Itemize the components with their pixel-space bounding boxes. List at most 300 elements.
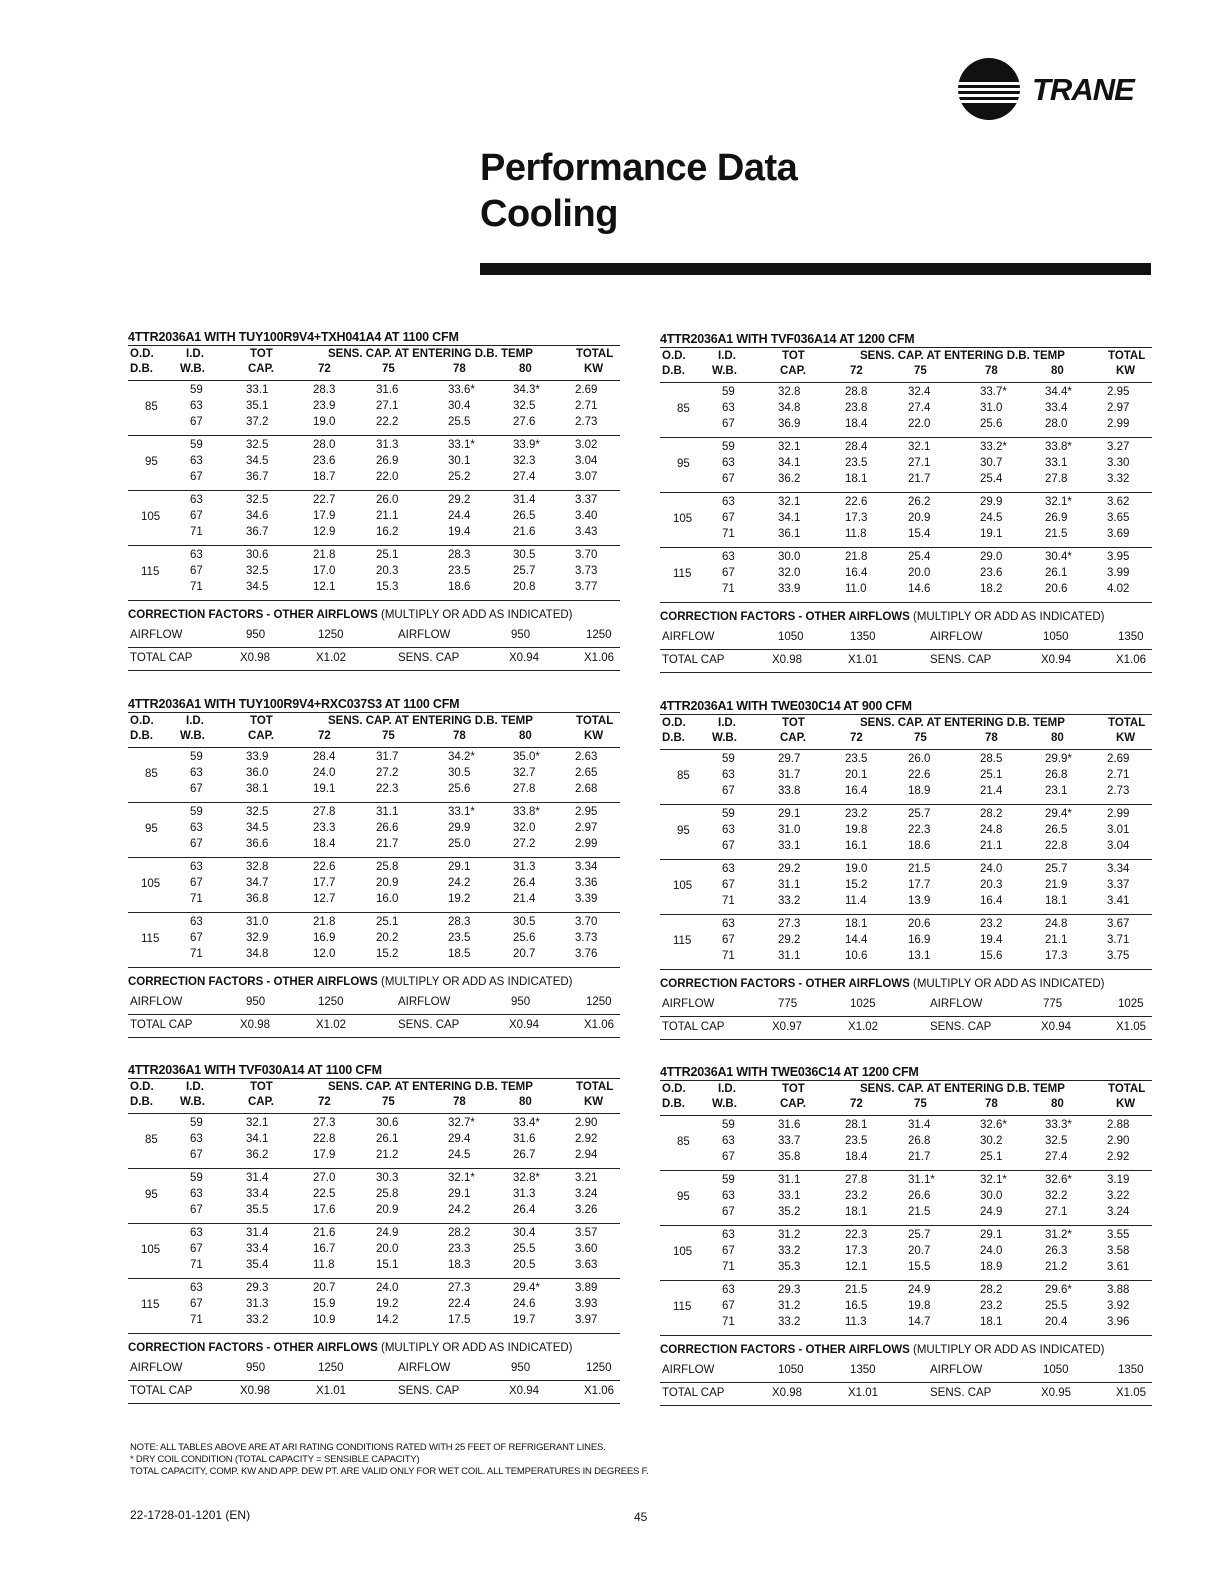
header-temp-80: 80 <box>1051 1098 1064 1110</box>
correction-title <box>128 972 620 992</box>
table-cell: 32.0 <box>778 567 801 579</box>
table-cell: 22.3 <box>845 1229 868 1241</box>
correction-title <box>128 605 620 625</box>
table-cell: 25.5 <box>1045 1300 1068 1312</box>
table-cell: 18.1 <box>845 1206 868 1218</box>
table-cell: 33.7 <box>778 1135 801 1147</box>
table-cell: 22.4 <box>448 1298 471 1310</box>
table-cell: 21.2 <box>376 1149 399 1161</box>
table-cell: 2.69 <box>575 384 598 396</box>
table-header <box>128 346 620 381</box>
table-cell: 3.97 <box>575 1314 598 1326</box>
table-cell: 28.2 <box>980 1284 1003 1296</box>
od-temp-group <box>128 491 620 546</box>
table-cell: 18.2 <box>980 583 1003 595</box>
table-cell: 27.2 <box>376 767 399 779</box>
airflow-row <box>128 992 620 1015</box>
table-cell: 33.4 <box>246 1243 269 1255</box>
table-cell: 32.3 <box>513 455 536 467</box>
table-cell: 3.30 <box>1107 457 1130 469</box>
table-cell: 33.4 <box>1045 402 1068 414</box>
table-cell: 19.0 <box>845 863 868 875</box>
table-cell: 29.9 <box>448 822 471 834</box>
note-line: TOTAL CAPACITY, COMP. KW AND APP. DEW PT. ARE VALID ONLY FOR WET COIL. ALL TEMPERATURES IN DEGREES F. <box>130 1466 649 1477</box>
header-temp-78: 78 <box>453 363 466 375</box>
airflow-value-2: 1350 <box>1118 631 1144 643</box>
table-cell: 24.2 <box>448 877 471 889</box>
table-cell: 63 <box>722 918 735 930</box>
header-db: D.B. <box>130 730 153 742</box>
od-temp-group <box>128 436 620 491</box>
table-cell: 67 <box>722 1300 735 1312</box>
table-cell: 15.2 <box>845 879 868 891</box>
table-cell: 30.3 <box>376 1172 399 1184</box>
table-cell: 31.3 <box>376 439 399 451</box>
sens-cap-factor-1: X0.94 <box>509 1385 540 1397</box>
table-cell: 22.3 <box>376 783 399 795</box>
table-cell: 3.39 <box>575 893 598 905</box>
table-cell: 25.7 <box>1045 863 1068 875</box>
table-cell: 30.7 <box>980 457 1003 469</box>
cap-row <box>128 1381 620 1404</box>
table-cell: 36.0 <box>246 767 269 779</box>
table-cell: 36.6 <box>246 838 269 850</box>
table-cell: 29.6* <box>1045 1284 1072 1296</box>
trane-logo <box>958 58 1158 120</box>
od-temp-group <box>660 383 1152 438</box>
table-cell: 25.7 <box>908 808 931 820</box>
table-cell: 25.6 <box>513 932 536 944</box>
table-cell: 31.4 <box>246 1227 269 1239</box>
od-db-value: 85 <box>145 768 158 780</box>
table-cell: 3.21 <box>575 1172 598 1184</box>
table-cell: 32.1 <box>778 496 801 508</box>
table-cell: 25.4 <box>908 551 931 563</box>
table-cell: 25.4 <box>980 473 1003 485</box>
performance-table <box>128 696 620 1038</box>
od-db-value: 95 <box>145 1189 158 1201</box>
table-cell: 36.1 <box>778 528 801 540</box>
table-cell: 31.1 <box>778 950 801 962</box>
total-cap-label: TOTAL CAP <box>662 1387 725 1399</box>
table-cell: 15.3 <box>376 581 399 593</box>
header-cap: CAP. <box>780 732 806 744</box>
table-cell: 27.3 <box>313 1117 336 1129</box>
table-cell: 33.1 <box>778 1190 801 1202</box>
table-cell: 34.1 <box>778 457 801 469</box>
sens-cap-factor-2: X1.05 <box>1116 1021 1147 1033</box>
table-cell: 19.2 <box>376 1298 399 1310</box>
table-cell: 21.1 <box>980 840 1003 852</box>
table-cell: 23.2 <box>845 1190 868 1202</box>
table-cell: 36.8 <box>246 893 269 905</box>
airflow-value-1: 1050 <box>1043 631 1069 643</box>
table-cell: 18.4 <box>845 418 868 430</box>
table-cell: 67 <box>190 565 203 577</box>
table-cell: 33.2* <box>980 441 1007 453</box>
header-db: D.B. <box>662 732 685 744</box>
table-cell: 32.4 <box>908 386 931 398</box>
table-cell: 27.8 <box>1045 473 1068 485</box>
table-cell: 22.5 <box>313 1188 336 1200</box>
table-config-title: 4TTR2036A1 WITH TUY100R9V4+RXC037S3 AT 1100 CFM <box>128 696 620 713</box>
table-cell: 27.4 <box>1045 1151 1068 1163</box>
table-cell: 2.99 <box>575 838 598 850</box>
correction-title <box>128 1338 620 1358</box>
table-cell: 2.73 <box>575 416 598 428</box>
table-cell: 32.6* <box>980 1119 1007 1131</box>
airflow-row <box>128 625 620 648</box>
airflow-value-2: 1250 <box>318 996 344 1008</box>
table-cell: 2.68 <box>575 783 598 795</box>
cap-row <box>660 1017 1152 1040</box>
table-cell: 15.9 <box>313 1298 336 1310</box>
table-cell: 3.55 <box>1107 1229 1130 1241</box>
page-title-line2: Cooling <box>480 193 618 235</box>
table-cell: 18.3 <box>448 1259 471 1271</box>
table-cell: 23.6 <box>313 455 336 467</box>
sens-cap-factor-1: X0.95 <box>1041 1387 1072 1399</box>
airflow-label: AIRFLOW <box>398 996 451 1008</box>
table-cell: 37.2 <box>246 416 269 428</box>
table-cell: 16.9 <box>908 934 931 946</box>
table-cell: 33.2 <box>246 1314 269 1326</box>
table-cell: 25.0 <box>448 838 471 850</box>
airflow-value-2: 1025 <box>850 998 876 1010</box>
table-cell: 2.97 <box>575 822 598 834</box>
table-cell: 3.99 <box>1107 567 1130 579</box>
table-cell: 63 <box>722 863 735 875</box>
airflow-value-1: 1050 <box>1043 1364 1069 1376</box>
table-cell: 59 <box>190 1172 203 1184</box>
table-cell: 2.94 <box>575 1149 598 1161</box>
header-total: TOTAL <box>1108 717 1146 729</box>
table-cell: 3.37 <box>575 494 598 506</box>
table-cell: 25.8 <box>376 861 399 873</box>
total-cap-factor-1: X0.98 <box>240 652 271 664</box>
table-cell: 3.36 <box>575 877 598 889</box>
table-cell: 59 <box>190 806 203 818</box>
table-cell: 23.8 <box>845 402 868 414</box>
table-cell: 31.2* <box>1045 1229 1072 1241</box>
table-cell: 30.1 <box>448 455 471 467</box>
airflow-value-2: 1250 <box>586 1362 612 1374</box>
table-config-title: 4TTR2036A1 WITH TVF036A14 AT 1200 CFM <box>660 331 1152 348</box>
table-cell: 32.5 <box>513 400 536 412</box>
od-db-value: 115 <box>141 1299 160 1311</box>
table-cell: 26.6 <box>908 1190 931 1202</box>
table-cell: 19.0 <box>313 416 336 428</box>
table-header <box>660 1081 1152 1116</box>
table-cell: 67 <box>722 473 735 485</box>
table-cell: 27.3 <box>778 918 801 930</box>
airflow-value-1: 950 <box>246 1362 266 1374</box>
od-temp-group <box>128 381 620 436</box>
table-cell: 59 <box>722 808 735 820</box>
table-cell: 14.6 <box>908 583 931 595</box>
table-cell: 26.1 <box>376 1133 399 1145</box>
table-cell: 28.3 <box>313 384 336 396</box>
airflow-label: AIRFLOW <box>662 1364 715 1376</box>
table-cell: 2.90 <box>1107 1135 1130 1147</box>
table-cell: 59 <box>722 753 735 765</box>
table-cell: 3.22 <box>1107 1190 1130 1202</box>
table-cell: 33.2 <box>778 1245 801 1257</box>
correction-title-bold: CORRECTION FACTORS - OTHER AIRFLOWS <box>128 976 378 988</box>
header-temp-80: 80 <box>519 730 532 742</box>
cap-row <box>128 1015 620 1038</box>
od-db-value: 115 <box>673 1301 692 1313</box>
header-total: TOTAL <box>576 715 614 727</box>
table-cell: 29.4* <box>513 1282 540 1294</box>
page-title-line1: Performance Data <box>480 147 798 189</box>
sens-cap-factor-2: X1.05 <box>1116 1387 1147 1399</box>
table-cell: 33.2 <box>778 895 801 907</box>
table-cell: 67 <box>722 567 735 579</box>
sens-cap-factor-1: X0.94 <box>1041 654 1072 666</box>
table-cell: 26.4 <box>513 877 536 889</box>
table-cell: 15.5 <box>908 1261 931 1273</box>
table-cell: 33.9 <box>778 583 801 595</box>
header-sens-cap: SENS. CAP. AT ENTERING D.B. TEMP <box>328 1081 533 1093</box>
table-cell: 35.3 <box>778 1261 801 1273</box>
table-cell: 29.1 <box>778 808 801 820</box>
table-cell: 2.92 <box>575 1133 598 1145</box>
table-cell: 12.0 <box>313 948 336 960</box>
table-cell: 34.6 <box>246 510 269 522</box>
table-cell: 24.0 <box>376 1282 399 1294</box>
table-cell: 32.0 <box>513 822 536 834</box>
airflow-value-1: 950 <box>246 996 266 1008</box>
total-cap-factor-1: X0.97 <box>772 1021 803 1033</box>
total-cap-label: TOTAL CAP <box>662 1021 725 1033</box>
table-cell: 3.88 <box>1107 1284 1130 1296</box>
table-cell: 63 <box>190 1282 203 1294</box>
correction-factors <box>660 974 1152 1040</box>
table-cell: 26.9 <box>376 455 399 467</box>
table-cell: 18.1 <box>1045 895 1068 907</box>
table-cell: 32.2 <box>1045 1190 1068 1202</box>
table-cell: 34.5 <box>246 822 269 834</box>
header-wb: W.B. <box>180 730 205 742</box>
table-cell: 21.5 <box>1045 528 1068 540</box>
table-cell: 33.8 <box>778 785 801 797</box>
table-cell: 3.93 <box>575 1298 598 1310</box>
table-cell: 27.1 <box>376 400 399 412</box>
od-db-value: 115 <box>141 566 160 578</box>
table-cell: 36.2 <box>778 473 801 485</box>
header-total: TOTAL <box>576 348 614 360</box>
table-cell: 31.0 <box>778 824 801 836</box>
table-cell: 71 <box>722 950 735 962</box>
table-cell: 25.1 <box>980 1151 1003 1163</box>
table-cell: 31.6 <box>513 1133 536 1145</box>
table-cell: 32.6* <box>1045 1174 1072 1186</box>
table-cell: 17.7 <box>313 877 336 889</box>
table-cell: 67 <box>722 785 735 797</box>
table-cell: 3.24 <box>575 1188 598 1200</box>
table-cell: 26.0 <box>376 494 399 506</box>
table-cell: 2.95 <box>575 806 598 818</box>
table-cell: 35.1 <box>246 400 269 412</box>
header-id: I.D. <box>718 717 736 729</box>
table-cell: 19.7 <box>513 1314 536 1326</box>
table-cell: 3.73 <box>575 932 598 944</box>
table-cell: 67 <box>722 1206 735 1218</box>
table-cell: 2.73 <box>1107 785 1130 797</box>
table-cell: 38.1 <box>246 783 269 795</box>
table-cell: 20.0 <box>908 567 931 579</box>
header-kw: KW <box>584 363 604 375</box>
table-cell: 23.5 <box>845 1135 868 1147</box>
page-title <box>480 145 797 237</box>
table-cell: 17.5 <box>448 1314 471 1326</box>
table-cell: 30.6 <box>376 1117 399 1129</box>
table-cell: 59 <box>722 1174 735 1186</box>
od-temp-group <box>128 1279 620 1334</box>
table-cell: 2.69 <box>1107 753 1130 765</box>
table-cell: 19.1 <box>980 528 1003 540</box>
sens-cap-label: SENS. CAP <box>398 652 460 664</box>
table-cell: 29.2 <box>778 934 801 946</box>
od-temp-group <box>660 1281 1152 1336</box>
table-cell: 31.0 <box>246 916 269 928</box>
table-cell: 31.6 <box>778 1119 801 1131</box>
table-cell: 11.4 <box>845 895 867 907</box>
header-kw: KW <box>1116 365 1136 377</box>
table-cell: 2.92 <box>1107 1151 1130 1163</box>
table-cell: 22.2 <box>376 416 399 428</box>
table-cell: 28.2 <box>448 1227 471 1239</box>
header-cap: CAP. <box>248 363 274 375</box>
table-cell: 2.71 <box>575 400 598 412</box>
table-cell: 71 <box>190 581 203 593</box>
od-temp-group <box>660 805 1152 860</box>
total-cap-label: TOTAL CAP <box>662 654 725 666</box>
table-cell: 3.92 <box>1107 1300 1130 1312</box>
correction-factors <box>128 605 620 671</box>
correction-title-bold: CORRECTION FACTORS - OTHER AIRFLOWS <box>128 1342 378 1354</box>
table-cell: 63 <box>190 400 203 412</box>
header-db: D.B. <box>130 363 153 375</box>
sens-cap-factor-2: X1.06 <box>584 1019 615 1031</box>
table-cell: 32.9 <box>246 932 269 944</box>
table-cell: 63 <box>722 1135 735 1147</box>
header-temp-80: 80 <box>1051 732 1064 744</box>
table-cell: 67 <box>190 1243 203 1255</box>
airflow-value-2: 1350 <box>850 631 876 643</box>
table-cell: 35.5 <box>246 1204 269 1216</box>
table-cell: 35.0* <box>513 751 540 763</box>
table-cell: 23.9 <box>313 400 336 412</box>
table-cell: 21.6 <box>313 1227 336 1239</box>
table-cell: 21.4 <box>980 785 1003 797</box>
table-cell: 20.5 <box>513 1259 536 1271</box>
od-temp-group <box>660 915 1152 970</box>
table-cell: 25.8 <box>376 1188 399 1200</box>
table-cell: 23.2 <box>845 808 868 820</box>
airflow-label: AIRFLOW <box>130 996 183 1008</box>
correction-title <box>660 1340 1152 1360</box>
table-cell: 21.5 <box>908 863 931 875</box>
table-cell: 26.5 <box>1045 824 1068 836</box>
airflow-label: AIRFLOW <box>930 1364 983 1376</box>
airflow-row <box>128 1358 620 1381</box>
table-cell: 31.6 <box>376 384 399 396</box>
table-cell: 32.1 <box>908 441 931 453</box>
correction-title <box>660 607 1152 627</box>
header-wb: W.B. <box>712 1098 737 1110</box>
table-cell: 2.90 <box>575 1117 598 1129</box>
table-cell: 3.04 <box>575 455 598 467</box>
performance-table <box>660 698 1152 1040</box>
header-temp-72: 72 <box>850 365 863 377</box>
table-cell: 31.3 <box>513 1188 536 1200</box>
header-id: I.D. <box>186 715 204 727</box>
table-cell: 63 <box>190 494 203 506</box>
table-cell: 59 <box>190 751 203 763</box>
table-cell: 3.95 <box>1107 551 1130 563</box>
sens-cap-factor-1: X0.94 <box>509 652 540 664</box>
table-config-title: 4TTR2036A1 WITH TUY100R9V4+TXH041A4 AT 1100 CFM <box>128 329 620 346</box>
header-wb: W.B. <box>712 365 737 377</box>
table-cell: 18.6 <box>448 581 471 593</box>
sens-cap-factor-2: X1.06 <box>1116 654 1147 666</box>
table-cell: 3.41 <box>1107 895 1130 907</box>
table-cell: 67 <box>190 471 203 483</box>
table-cell: 28.8 <box>845 386 868 398</box>
airflow-value-1: 775 <box>1043 998 1063 1010</box>
table-cell: 33.1 <box>246 384 269 396</box>
performance-table <box>660 1064 1152 1406</box>
table-cell: 2.99 <box>1107 418 1130 430</box>
od-temp-group <box>128 748 620 803</box>
od-db-value: 115 <box>141 933 160 945</box>
table-cell: 25.6 <box>448 783 471 795</box>
correction-title-bold: CORRECTION FACTORS - OTHER AIRFLOWS <box>660 978 910 990</box>
table-cell: 29.9 <box>980 496 1003 508</box>
table-cell: 29.3 <box>778 1284 801 1296</box>
table-cell: 71 <box>190 526 203 538</box>
od-db-value: 105 <box>141 1244 161 1256</box>
table-cell: 12.9 <box>313 526 336 538</box>
airflow-value-1: 950 <box>246 629 266 641</box>
table-cell: 35.2 <box>778 1206 801 1218</box>
table-cell: 71 <box>722 528 735 540</box>
table-cell: 11.8 <box>313 1259 335 1271</box>
total-cap-factor-2: X1.01 <box>848 654 879 666</box>
header-tot: TOT <box>782 1083 805 1095</box>
table-cell: 25.5 <box>513 1243 536 1255</box>
table-cell: 71 <box>722 895 735 907</box>
header-kw: KW <box>584 1096 604 1108</box>
table-cell: 24.0 <box>980 1245 1003 1257</box>
table-cell: 31.1* <box>908 1174 935 1186</box>
table-cell: 63 <box>190 861 203 873</box>
table-cell: 63 <box>722 551 735 563</box>
header-temp-80: 80 <box>519 363 532 375</box>
od-temp-group <box>660 493 1152 548</box>
od-temp-group <box>128 913 620 968</box>
table-cell: 30.5 <box>448 767 471 779</box>
table-cell: 34.8 <box>778 402 801 414</box>
table-cell: 29.1 <box>980 1229 1003 1241</box>
table-cell: 27.8 <box>513 783 536 795</box>
table-cell: 63 <box>722 824 735 836</box>
note-line: * DRY COIL CONDITION (TOTAL CAPACITY = SENSIBLE CAPACITY) <box>130 1454 420 1465</box>
table-cell: 29.2 <box>778 863 801 875</box>
table-cell: 17.9 <box>313 1149 336 1161</box>
